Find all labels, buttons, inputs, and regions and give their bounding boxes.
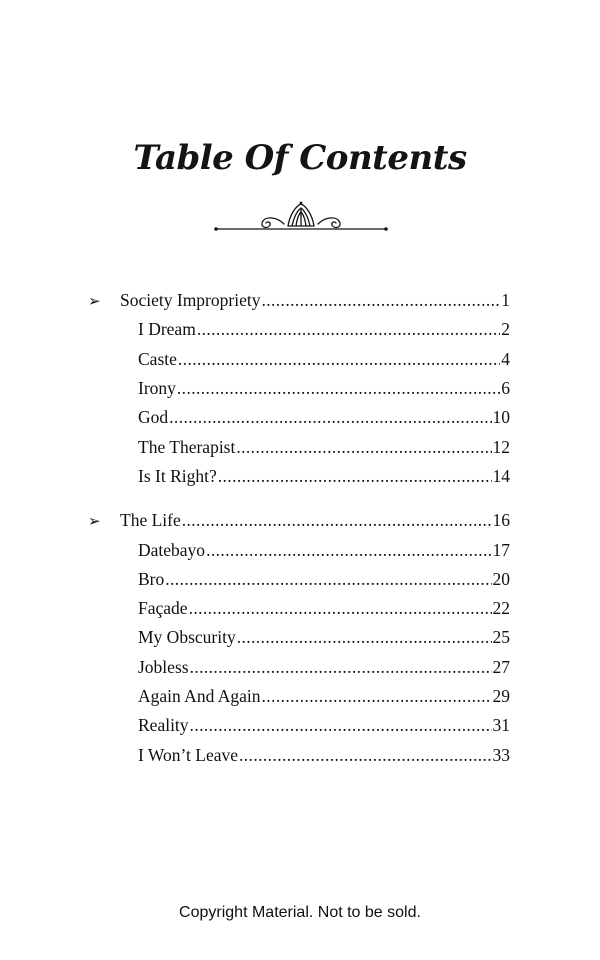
- toc-entry-title: Reality: [138, 715, 189, 736]
- dot-leader: [197, 319, 500, 340]
- dot-leader: [261, 290, 500, 311]
- copyright-notice: Copyright Material. Not to be sold.: [179, 904, 421, 921]
- flourish-divider-icon: [212, 196, 390, 236]
- toc-entry-title: I Dream: [138, 319, 196, 340]
- toc-page-number: 25: [492, 627, 510, 648]
- dot-leader: [262, 686, 492, 707]
- toc-page-number: 29: [492, 686, 510, 706]
- toc-page-number: 27: [492, 656, 510, 677]
- toc-entry[interactable]: [0, 535, 600, 564]
- toc-entry-title: Façade: [138, 598, 188, 619]
- toc-entry[interactable]: [0, 594, 600, 623]
- dot-leader: [239, 745, 492, 766]
- dot-leader: [165, 569, 491, 590]
- dot-leader: [178, 349, 500, 370]
- arrow-bullet-icon: ➢: [88, 291, 101, 310]
- toc-entry[interactable]: [0, 682, 600, 711]
- toc-page-number: 6: [501, 378, 510, 399]
- dot-leader: [190, 715, 492, 736]
- toc-entry-title: Is It Right?: [138, 465, 217, 486]
- toc-entry-title: The Therapist: [138, 436, 236, 457]
- toc-entry[interactable]: [0, 315, 600, 344]
- toc-page-number: 14: [492, 465, 510, 486]
- dot-leader: [177, 378, 500, 399]
- dot-leader: [182, 510, 492, 531]
- toc-entry-title: Caste: [138, 348, 177, 369]
- dot-leader: [237, 627, 492, 648]
- toc-entry[interactable]: [0, 432, 600, 461]
- toc-entry[interactable]: [0, 711, 600, 740]
- toc-section: [0, 286, 600, 491]
- toc-entry[interactable]: [0, 403, 600, 432]
- toc-section-heading[interactable]: [0, 286, 600, 315]
- toc-entry[interactable]: [0, 462, 600, 491]
- dot-leader: [169, 407, 491, 428]
- toc-entry-title: God: [138, 407, 169, 428]
- toc-entry[interactable]: [0, 374, 600, 403]
- toc-entry[interactable]: [0, 345, 600, 374]
- table-of-contents: [0, 286, 600, 785]
- toc-section-title: The Life: [120, 510, 181, 531]
- toc-section-heading[interactable]: [0, 506, 600, 535]
- toc-entry[interactable]: [0, 565, 600, 594]
- toc-entry-title: Irony: [138, 378, 176, 399]
- toc-page-number: 17: [492, 539, 510, 560]
- toc-entry-title: I Won’t Leave: [138, 744, 238, 765]
- toc-page-number: 20: [492, 568, 510, 589]
- arrow-bullet-icon: ➢: [88, 511, 101, 530]
- toc-section-title: Society Impropriety: [120, 290, 261, 311]
- dot-leader: [236, 437, 491, 458]
- toc-page-number: 33: [492, 744, 510, 765]
- page-title: Table Of Contents: [133, 138, 467, 178]
- toc-entry-title: Datebayo: [138, 539, 206, 560]
- toc-page-number: 2: [501, 319, 510, 340]
- toc-page-number: 16: [492, 510, 510, 531]
- toc-page-number: 1: [501, 290, 510, 311]
- toc-section: [0, 506, 600, 770]
- dot-leader: [206, 540, 491, 561]
- dot-leader: [218, 466, 492, 487]
- dot-leader: [190, 657, 492, 678]
- toc-entry[interactable]: [0, 740, 600, 769]
- toc-page-number: 31: [492, 715, 510, 736]
- toc-page-number: 10: [492, 407, 510, 428]
- toc-entry-title: My Obscurity: [138, 627, 236, 648]
- toc-page-number: 22: [492, 598, 510, 619]
- toc-page-number: 12: [492, 436, 510, 457]
- toc-entry[interactable]: [0, 623, 600, 652]
- toc-entry[interactable]: [0, 653, 600, 682]
- toc-entry-title: Bro: [138, 568, 165, 589]
- dot-leader: [189, 598, 492, 619]
- toc-page-number: 4: [501, 348, 510, 369]
- toc-entry-title: Jobless: [138, 656, 189, 677]
- toc-entry-title: Again And Again: [138, 686, 261, 706]
